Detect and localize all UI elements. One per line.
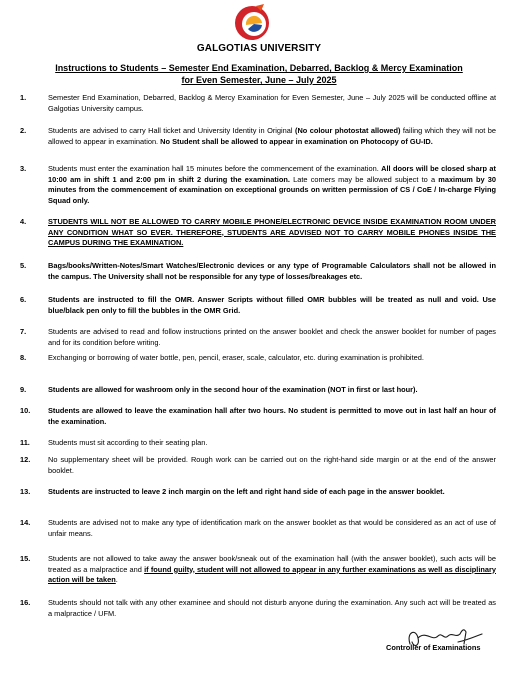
instruction-number: 13. bbox=[20, 487, 31, 496]
instruction-text bbox=[48, 438, 496, 449]
title-line-2: for Even Semester, June – July 2025 bbox=[181, 75, 337, 85]
instruction-number: 15. bbox=[20, 554, 31, 563]
instruction-text bbox=[48, 217, 496, 249]
instruction-text bbox=[48, 598, 496, 619]
instruction-number: 11. bbox=[20, 438, 30, 447]
instruction-text bbox=[48, 295, 496, 316]
instruction-text bbox=[48, 93, 496, 114]
instruction-text bbox=[48, 327, 496, 348]
instruction-text bbox=[48, 353, 496, 364]
instruction-number: 12. bbox=[20, 455, 31, 464]
instruction-text bbox=[48, 385, 496, 396]
instruction-number: 3. bbox=[20, 164, 27, 173]
instruction-text bbox=[48, 455, 496, 476]
instruction-text bbox=[48, 126, 496, 147]
instruction-number: 8. bbox=[20, 353, 27, 362]
instruction-text-segment: No supplementary sheet will be provided. Rough work can be carried out on the right-hand side margin or at the end of the answer booklet. bbox=[48, 455, 496, 475]
instruction-number: 1. bbox=[20, 93, 27, 102]
instruction-text-segment: Students are allowed for washroom only in the second hour of the examination (NOT in first or last hour). bbox=[48, 385, 418, 394]
instruction-text-segment: Late comers may be allowed subject to a bbox=[289, 174, 439, 184]
instruction-number: 14. bbox=[20, 518, 31, 527]
instruction-text-segment: Students are advised not to make any type of identification mark on the answer booklet as that would be considered as an act of use of unfair means. bbox=[48, 518, 496, 538]
instruction-text-segment: Students are advised to read and follow instructions printed on the answer booklet and check the answer booklet for number of pages and for its condition before writing. bbox=[48, 327, 496, 347]
instruction-number: 9. bbox=[20, 385, 27, 394]
instruction-text-segment: Students are advised to carry Hall ticket and University Identity in Original bbox=[48, 126, 295, 135]
instruction-text-segment: Exchanging or borrowing of water bottle, pen, pencil, eraser, scale, calculator, etc. during examination is prohibited. bbox=[48, 353, 424, 362]
instruction-text-segment: maximum by 30 minutes from the commencement of examination on exceptional grounds on written permission of CS / CoE / In-charge Flying Squad only. bbox=[48, 174, 497, 205]
title-line-1: Instructions to Students – Semester End Examination, Debarred, Backlog & Mercy Examination bbox=[55, 63, 463, 73]
instruction-text bbox=[48, 164, 496, 206]
instruction-number: 6. bbox=[20, 295, 27, 304]
instruction-text-segment: Students must enter the examination hall 15 minutes before the commencement of the examination. bbox=[48, 164, 382, 173]
university-logo-icon bbox=[234, 2, 270, 42]
instruction-text-segment: Students are not allowed to take away the answer book/sneak out of the examination hall (with the answer booklet), such acts will be treated as a malpractice and bbox=[48, 554, 496, 574]
instruction-text-segment: Students are allowed to leave the examination hall after two hours. No student is permitted to move out in last half an hour of the examination. bbox=[48, 406, 496, 426]
instruction-text-segment: (No colour photostat allowed) bbox=[294, 126, 401, 135]
instruction-text bbox=[48, 554, 496, 586]
university-name: GALGOTIAS UNIVERSITY bbox=[196, 43, 322, 54]
instruction-text bbox=[48, 261, 496, 282]
instruction-number: 5. bbox=[20, 261, 27, 270]
instruction-number: 16. bbox=[20, 598, 31, 607]
instruction-text bbox=[48, 518, 496, 539]
instruction-text-segment: if found guilty, student will not allowed to appear in any further examinations as well as disciplinary action will be taken bbox=[48, 564, 496, 584]
instruction-number: 2. bbox=[20, 126, 27, 135]
controller-of-examinations: Controller of Examinations bbox=[386, 643, 481, 652]
instruction-text-segment: Students should not talk with any other examinee and should not disturb anyone during the examination. Any such act will be treated as a malpractice / UFM. bbox=[48, 598, 496, 618]
instruction-text-segment: All doors will be closed sharp at 10:00 am in shift 1 and 2:00 pm in shift 2 during the examination. bbox=[48, 164, 496, 184]
page-title bbox=[12, 62, 506, 86]
instruction-text-segment: . bbox=[115, 575, 118, 584]
instruction-text-segment: Students must sit according to their seating plan. bbox=[48, 438, 208, 447]
instruction-text-segment: STUDENTS WILL NOT BE ALLOWED TO CARRY MOBILE PHONE/ELECTRONIC DEVICE INSIDE EXAMINATION ROOM UNDER ANY CONDITION WHAT SO EVER. THEREFORE, STUDENTS ARE ADVISED NOT TO CARRY MOBILE PHONES INSIDE THE CAMPUS DURING THE EXAMINATION. bbox=[48, 217, 496, 247]
instruction-text-segment: Students are instructed to leave 2 inch margin on the left and right hand side of each page in the answer booklet. bbox=[48, 487, 445, 496]
instruction-number: 7. bbox=[20, 327, 27, 336]
instruction-text-segment: Bags/books/Written-Notes/Smart Watches/Electronic devices or any type of Programable Calculators shall not be allowed in the campus. The University shall not be responsible for any type of losses/breakages etc. bbox=[48, 261, 496, 281]
instruction-number: 10. bbox=[20, 406, 31, 415]
instruction-number: 4. bbox=[20, 217, 27, 226]
instruction-text-segment: Semester End Examination, Debarred, Backlog & Mercy Examination for Even Semester, June – July 2025 will be conducted offline at Galgotias University campus. bbox=[48, 93, 496, 113]
instruction-text bbox=[48, 406, 496, 427]
instruction-text-segment: failing which they will not be allowed to appear in examination. bbox=[48, 126, 496, 146]
instruction-text bbox=[48, 487, 496, 498]
instruction-text-segment: No Student shall be allowed to appear in examination on Photocopy of GU-ID. bbox=[160, 136, 433, 146]
instruction-text-segment: Students are instructed to fill the OMR. Answer Scripts without filled OMR bubbles will be treated as null and void. Use blue/black pen only to fill the bubbles in the OMR Grid. bbox=[48, 295, 496, 315]
